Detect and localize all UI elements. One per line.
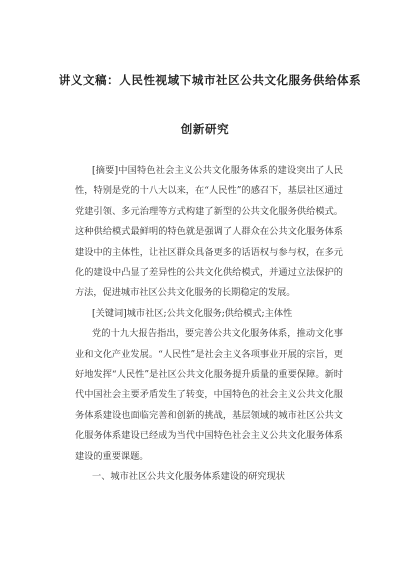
- body-paragraph: 党的十九大报告指出，要完善公共文化服务体系，推动文化事业和文化产业发展。“人民性”是社会主义各项事业开展的宗旨，更好地发挥“人民性”是社区公共文化服务提升质量的重要保障。新时代中国社会主要矛盾发生了转变，中国特色的社会主义公共文化服务体系建设也面临完善和创新的挑战，基层领域的城市社区公共文化服务体系建设已经成为当代中国特色社会主义公共文化服务体系建设的重要课题。: [75, 328, 343, 462]
- document-title-continuation: 创新研究: [180, 122, 230, 136]
- document-body: [75, 161, 343, 488]
- section-heading: 一、城市社区公共文化服务体系建设的研究现状: [92, 471, 285, 483]
- abstract-paragraph: [摘要]中国特色社会主义公共文化服务体系的建设突出了人民性，特别是党的十八大以来，在“人民性”的感召下，基层社区通过党建引领、多元治理等方式构建了新型的公共文化服务供给模式。这种供给模式最鲜明的特色就是强调了人群众在公共文化服务体系建设中的主体性，让社区群众具备更多的话语权与参与权，在多元化的建设中凸显了差异性的公共文化供给模式，并通过立法保护的方法，促进城市社区公共文化服务的长期稳定的发展。: [75, 165, 343, 299]
- keywords-line: [关键词]城市社区;公共文化服务;供给模式;主体性: [92, 307, 293, 319]
- document-title: 讲义文稿：人民性视域下城市社区公共文化服务供给体系: [58, 73, 362, 87]
